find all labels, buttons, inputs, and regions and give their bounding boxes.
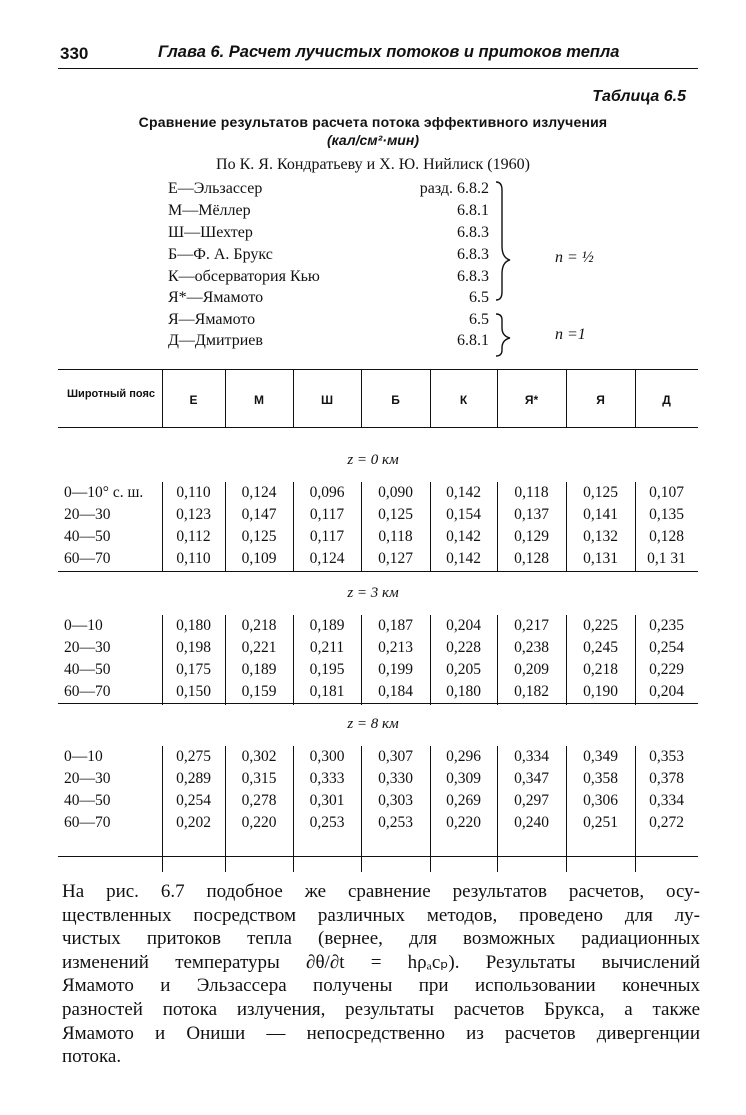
section-label: z = 0 км bbox=[347, 452, 399, 468]
column-header-method: Д bbox=[662, 393, 671, 407]
table-cell: 0,184 bbox=[378, 683, 413, 700]
table-cell: 0,307 bbox=[378, 748, 413, 765]
table-cell: 0,125 bbox=[378, 506, 413, 523]
table-cell: 0,128 bbox=[649, 528, 684, 545]
column-header-method: Я* bbox=[524, 393, 539, 407]
table-cell: 0,124 bbox=[309, 550, 345, 567]
table-cell: 0,109 bbox=[241, 550, 277, 567]
legend-ref: разд. 6.8.2 bbox=[419, 180, 489, 197]
table-title: Сравнение результатов расчета потока эффективного излучения bbox=[138, 114, 608, 130]
table-cell: 0,189 bbox=[241, 661, 277, 678]
table-head-rule bbox=[58, 427, 698, 428]
table-cell: 0,251 bbox=[583, 814, 618, 831]
table-cell: 0,306 bbox=[583, 792, 618, 809]
legend-name: К—обсерватория Кью bbox=[168, 268, 320, 285]
table-cell: 0,300 bbox=[309, 748, 345, 765]
table-cell: 0,229 bbox=[649, 661, 684, 678]
column-header-method: М bbox=[254, 393, 264, 407]
table-cell: 0,296 bbox=[446, 748, 481, 765]
table-cell: 0,150 bbox=[176, 683, 211, 700]
table-cell: 0,131 bbox=[583, 550, 618, 567]
table-units: (кал/см²·мин) bbox=[327, 132, 419, 148]
table-cell: 0,175 bbox=[176, 661, 211, 678]
legend-ref: 6.5 bbox=[469, 289, 489, 306]
column-header-method: К bbox=[459, 393, 468, 407]
table-cell: 0,238 bbox=[514, 639, 549, 656]
table-cell: 0,199 bbox=[378, 661, 413, 678]
legend-ref: 6.8.3 bbox=[457, 246, 489, 263]
row-zone: 60—70 bbox=[64, 550, 111, 567]
table-cell: 0,253 bbox=[378, 814, 413, 831]
table-cell: 0,137 bbox=[514, 506, 549, 523]
legend-name: М—Мёллер bbox=[168, 202, 251, 219]
table-cell: 0,240 bbox=[514, 814, 549, 831]
table-cell: 0,253 bbox=[309, 814, 345, 831]
brace-group-half bbox=[496, 182, 510, 300]
table-cell: 0,180 bbox=[176, 617, 211, 634]
table-cell: 0,110 bbox=[176, 550, 211, 567]
table-cell: 0,195 bbox=[309, 661, 345, 678]
table-cell: 0,142 bbox=[446, 550, 481, 567]
row-zone: 0—10 bbox=[64, 617, 103, 634]
table-cell: 0,142 bbox=[446, 484, 481, 501]
table-cell: 0,297 bbox=[514, 792, 549, 809]
column-header-method: Б bbox=[391, 393, 400, 407]
table-cell: 0,333 bbox=[309, 770, 345, 787]
table-cell: 0,142 bbox=[446, 528, 481, 545]
table-cell: 0,221 bbox=[241, 639, 277, 656]
table-cell: 0,309 bbox=[446, 770, 481, 787]
paragraph-line: ществленных посредством различных методов, проведено для лу- bbox=[62, 904, 700, 926]
table-cell: 0,190 bbox=[583, 683, 618, 700]
table-source: По К. Я. Кондратьеву и Х. Ю. Нийлиск (1960) bbox=[216, 156, 530, 173]
table-cell: 0,353 bbox=[649, 748, 684, 765]
row-zone: 20—30 bbox=[64, 639, 111, 656]
table-cell: 0,349 bbox=[583, 748, 618, 765]
header-rule bbox=[58, 68, 698, 69]
table-cell: 0,125 bbox=[583, 484, 618, 501]
column-header-method: Е bbox=[189, 393, 198, 407]
table-cell: 0,202 bbox=[176, 814, 211, 831]
table-cell: 0,204 bbox=[649, 683, 684, 700]
table-cell: 0,132 bbox=[583, 528, 618, 545]
table-cell: 0,128 bbox=[514, 550, 549, 567]
brace-group-one bbox=[496, 314, 510, 356]
body-paragraph bbox=[62, 880, 700, 1069]
table-cell: 0,254 bbox=[649, 639, 684, 656]
group-label-half: n = ½ bbox=[555, 249, 594, 266]
table-cell: 0,303 bbox=[378, 792, 413, 809]
table-cell: 0,217 bbox=[514, 617, 549, 634]
paragraph-line: чистых притоков тепла (вернее, для возможных радиационных bbox=[62, 928, 700, 950]
table-cell: 0,358 bbox=[583, 770, 618, 787]
row-zone: 60—70 bbox=[64, 683, 111, 700]
table-cell: 0,220 bbox=[241, 814, 277, 831]
table-cell: 0,225 bbox=[583, 617, 618, 634]
table-number: Таблица 6.5 bbox=[592, 88, 686, 105]
table-cell: 0,182 bbox=[514, 683, 549, 700]
table-cell: 0,112 bbox=[176, 528, 211, 545]
table-cell: 0,245 bbox=[583, 639, 618, 656]
table-cell: 0,127 bbox=[378, 550, 413, 567]
table-cell: 0,254 bbox=[176, 792, 211, 809]
table-cell: 0,117 bbox=[309, 528, 345, 545]
table-cell: 0,204 bbox=[446, 617, 481, 634]
table-cell: 0,330 bbox=[378, 770, 413, 787]
row-zone: 40—50 bbox=[64, 528, 111, 545]
table-cell: 0,096 bbox=[309, 484, 345, 501]
row-zone: 40—50 bbox=[64, 661, 111, 678]
table-cell: 0,180 bbox=[446, 683, 481, 700]
table-cell: 0,218 bbox=[583, 661, 618, 678]
table-cell: 0,209 bbox=[514, 661, 549, 678]
table-cell: 0,159 bbox=[241, 683, 277, 700]
legend-ref: 6.8.3 bbox=[457, 224, 489, 241]
legend-ref: 6.5 bbox=[469, 311, 489, 328]
table-cell: 0,289 bbox=[176, 770, 211, 787]
table-cell: 0,123 bbox=[176, 506, 211, 523]
table-cell: 0,378 bbox=[649, 770, 684, 787]
column-header-method: Ш bbox=[320, 393, 334, 407]
group-label-one: n =1 bbox=[555, 326, 586, 343]
row-zone: 20—30 bbox=[64, 770, 111, 787]
table-cell: 0,125 bbox=[241, 528, 277, 545]
chapter-title: Глава 6. Расчет лучистых потоков и притоков тепла bbox=[158, 43, 620, 61]
table-cell: 0,334 bbox=[649, 792, 684, 809]
column-header-zone: Широтный пояс bbox=[67, 388, 155, 400]
table-cell: 0,235 bbox=[649, 617, 684, 634]
paragraph-line: Ямамото и Ониши — непосредственно из расчетов дивергенции bbox=[62, 1022, 700, 1044]
table-cell: 0,107 bbox=[649, 484, 684, 501]
legend-ref: 6.8.1 bbox=[457, 202, 489, 219]
table-cell: 0,211 bbox=[309, 639, 345, 656]
table-cell: 0,189 bbox=[309, 617, 345, 634]
row-zone: 20—30 bbox=[64, 506, 111, 523]
section-rule bbox=[58, 571, 698, 572]
table-cell: 0,213 bbox=[378, 639, 413, 656]
table-cell: 0,118 bbox=[514, 484, 549, 501]
table-cell: 0,315 bbox=[241, 770, 277, 787]
table-cell: 0,187 bbox=[378, 617, 413, 634]
legend-name: Ш—Шехтер bbox=[168, 224, 253, 241]
section-label: z = 8 км bbox=[347, 716, 399, 732]
table-cell: 0,147 bbox=[241, 506, 277, 523]
section-label: z = 3 км bbox=[347, 585, 399, 601]
table-cell: 0,198 bbox=[176, 639, 211, 656]
page-number: 330 bbox=[60, 44, 89, 63]
table-cell: 0,124 bbox=[241, 484, 277, 501]
table-cell: 0,090 bbox=[378, 484, 413, 501]
table-cell: 0,269 bbox=[446, 792, 481, 809]
legend-name: Я*—Ямамото bbox=[168, 289, 264, 306]
paragraph-line: На рис. 6.7 подобное же сравнение результатов расчетов, осу- bbox=[62, 881, 700, 902]
table-cell: 0,302 bbox=[241, 748, 277, 765]
paragraph-line: потока. bbox=[62, 1046, 122, 1068]
table-cell: 0,275 bbox=[176, 748, 211, 765]
legend-name: Я—Ямамото bbox=[168, 311, 256, 328]
table-cell: 0,117 bbox=[309, 506, 345, 523]
row-zone: 0—10 bbox=[64, 748, 103, 765]
row-zone: 40—50 bbox=[64, 792, 111, 809]
table-top-rule bbox=[58, 369, 698, 370]
table-cell: 0,135 bbox=[649, 506, 684, 523]
table-cell: 0,181 bbox=[309, 683, 345, 700]
legend-name: Б—Ф. А. Брукс bbox=[168, 246, 273, 263]
table-cell: 0,272 bbox=[649, 814, 684, 831]
legend-name: Е—Эльзассер bbox=[168, 180, 263, 197]
table-cell: 0,220 bbox=[446, 814, 481, 831]
paragraph-line: разностей потока излучения, результаты расчетов Брукса, а также bbox=[62, 998, 700, 1020]
legend-ref: 6.8.1 bbox=[457, 332, 489, 349]
legend-name: Д—Дмитриев bbox=[168, 332, 263, 349]
column-header-method: Я bbox=[596, 393, 605, 407]
table-cell: 0,205 bbox=[446, 661, 481, 678]
row-zone: 0—10° с. ш. bbox=[64, 484, 144, 501]
legend-ref: 6.8.3 bbox=[457, 268, 489, 285]
table-cell: 0,301 bbox=[309, 792, 345, 809]
table-cell: 0,347 bbox=[514, 770, 549, 787]
table-cell: 0,129 bbox=[514, 528, 549, 545]
table-cell: 0,218 bbox=[241, 617, 277, 634]
table-cell: 0,154 bbox=[446, 506, 481, 523]
row-zone: 60—70 bbox=[64, 814, 111, 831]
table-cell: 0,1 31 bbox=[647, 550, 686, 567]
paragraph-line: изменений температуры ∂θ/∂t = hρₐcₚ). Результаты вычислений bbox=[62, 951, 700, 973]
table-cell: 0,334 bbox=[514, 748, 549, 765]
table-cell: 0,118 bbox=[378, 528, 413, 545]
table-cell: 0,228 bbox=[446, 639, 481, 656]
section-rule bbox=[58, 703, 698, 704]
paragraph-line: Ямамото и Эльзассера получены при использовании конечных bbox=[62, 975, 700, 997]
table-cell: 0,278 bbox=[241, 792, 277, 809]
table-bottom-rule bbox=[58, 856, 698, 857]
legend-braces bbox=[490, 178, 520, 358]
table-cell: 0,141 bbox=[583, 506, 618, 523]
table-cell: 0,110 bbox=[176, 484, 211, 501]
